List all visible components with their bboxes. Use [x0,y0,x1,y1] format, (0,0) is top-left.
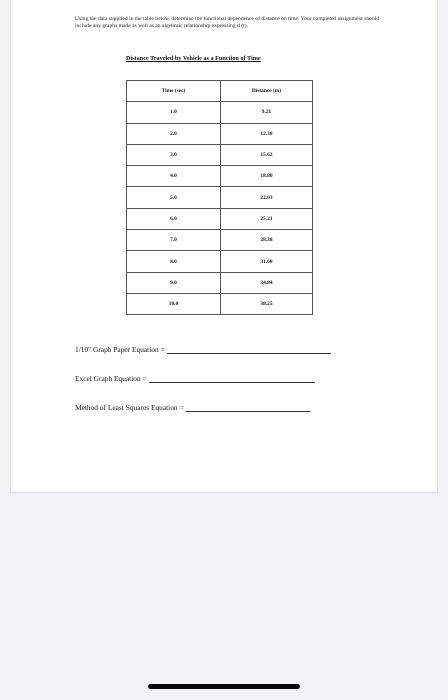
table-title: Distance Traveled by Vehicle as a Function of Time [126,55,261,62]
time-cell: 3.0 [127,144,221,165]
distance-cell: 31.60 [221,251,313,272]
time-cell: 8.0 [127,251,221,272]
table-row [127,293,313,314]
table-row [127,166,313,187]
graph-paper-equation-label: 1/10" Graph Paper Equation = [75,345,165,354]
excel-answer-line [149,376,315,383]
distance-cell: 18.80 [221,166,313,187]
distance-time-table [126,80,313,315]
time-cell: 9.0 [127,272,221,293]
time-cell: 5.0 [127,187,221,208]
time-cell: 4.0 [127,166,221,187]
time-cell: 7.0 [127,230,221,251]
time-cell: 1.0 [127,102,221,123]
time-cell: 2.0 [127,123,221,144]
distance-cell: 15.62 [221,144,313,165]
instructions-text: Using the data supplied in the table below, determine the functional dependence of distance on time. Your completed assignment should include any graphs made as well as an algebraic relationship expressing d (t). [75,16,380,30]
distance-cell: 25.21 [221,208,313,229]
excel-equation [75,374,315,383]
graph-paper-answer-line [167,347,331,354]
table-row [127,187,313,208]
home-indicator[interactable] [148,684,300,689]
distance-cell: 34.84 [221,272,313,293]
table-row [127,230,313,251]
least-squares-answer-line [186,405,310,412]
table-row [127,123,313,144]
table-row [127,272,313,293]
table-row [127,251,313,272]
table-header-row [127,81,313,102]
column-header-time: Time (sec) [127,81,221,102]
time-cell: 10.0 [127,293,221,314]
table-row [127,144,313,165]
least-squares-equation-label: Method of Least Squares Equation = [75,403,184,412]
distance-cell: 12.38 [221,123,313,144]
table-row [127,208,313,229]
excel-equation-label: Excel Graph Equation = [75,374,147,383]
distance-cell: 38.25 [221,293,313,314]
table-row [127,102,313,123]
distance-cell: 28.38 [221,230,313,251]
least-squares-equation [75,403,310,412]
graph-paper-equation [75,345,331,354]
distance-cell: 22.03 [221,187,313,208]
column-header-distance: Distance (m) [221,81,313,102]
document-page [11,0,437,492]
time-cell: 6.0 [127,208,221,229]
distance-cell: 9.21 [221,102,313,123]
